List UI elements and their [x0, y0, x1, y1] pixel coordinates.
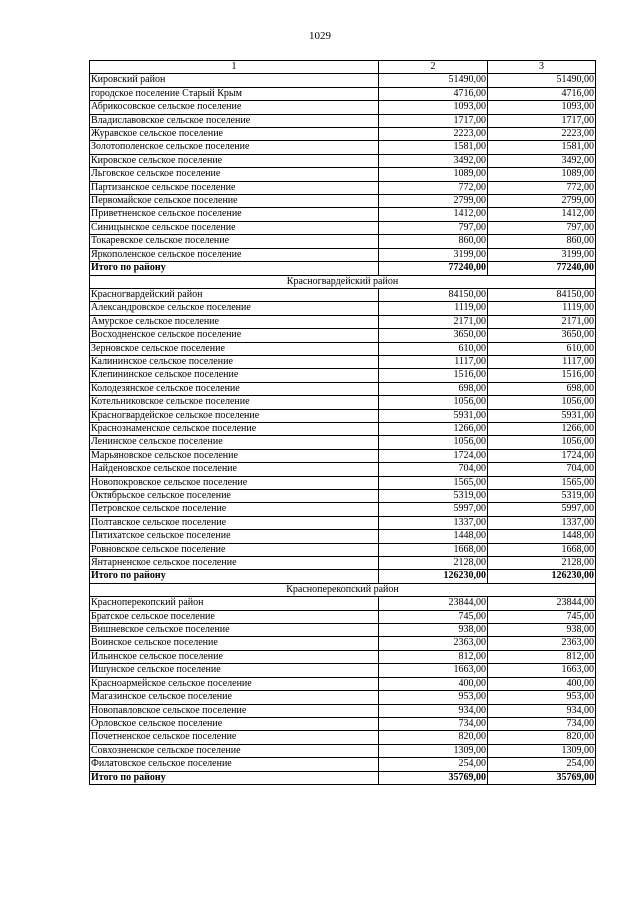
table-row [90, 449, 596, 462]
table-row [90, 717, 596, 730]
cell-name: Александровское сельское поселение [90, 302, 379, 315]
table-row [90, 248, 596, 261]
cell-col-3: 734,00 [488, 717, 596, 730]
cell-col-3: 400,00 [488, 677, 596, 690]
cell-col-3: 35769,00 [488, 771, 596, 784]
cell-name: Владиславовское сельское поселение [90, 114, 379, 127]
table-row [90, 476, 596, 489]
table-row [90, 221, 596, 234]
cell-col-3: 1581,00 [488, 141, 596, 154]
cell-name: Полтавское сельское поселение [90, 516, 379, 529]
cell-name: Красноперекопский район [90, 597, 379, 610]
cell-name: Льговское сельское поселение [90, 168, 379, 181]
cell-col-3: 77240,00 [488, 262, 596, 275]
table-row [90, 87, 596, 100]
cell-name: Новопавловское сельское поселение [90, 704, 379, 717]
cell-col-3: 5931,00 [488, 409, 596, 422]
cell-name: Филатовское сельское поселение [90, 758, 379, 771]
cell-col-3: 1412,00 [488, 208, 596, 221]
table-row [90, 704, 596, 717]
cell-name: Найденовское сельское поселение [90, 463, 379, 476]
cell-col-2: 1663,00 [379, 664, 488, 677]
cell-name: Итого по району [90, 570, 379, 583]
cell-col-2: 2223,00 [379, 128, 488, 141]
cell-col-3: 1663,00 [488, 664, 596, 677]
cell-col-2: 938,00 [379, 624, 488, 637]
cell-name: Восходненское сельское поселение [90, 329, 379, 342]
cell-col-2: 812,00 [379, 650, 488, 663]
cell-col-3: 4716,00 [488, 87, 596, 100]
cell-name: Токаревское сельское поселение [90, 235, 379, 248]
header-row [90, 61, 596, 74]
page-number: 1029 [309, 30, 331, 42]
cell-name: Братское сельское поселение [90, 610, 379, 623]
cell-col-2: 1412,00 [379, 208, 488, 221]
section-row [90, 583, 596, 596]
cell-name: Итого по району [90, 262, 379, 275]
cell-col-2: 934,00 [379, 704, 488, 717]
cell-col-2: 1448,00 [379, 530, 488, 543]
cell-name: Партизанское сельское поселение [90, 181, 379, 194]
table-row [90, 128, 596, 141]
cell-col-3: 3492,00 [488, 154, 596, 167]
cell-col-2: 1093,00 [379, 101, 488, 114]
cell-col-2: 610,00 [379, 342, 488, 355]
cell-name: Новопокровское сельское поселение [90, 476, 379, 489]
cell-name: Приветненское сельское поселение [90, 208, 379, 221]
cell-col-2: 820,00 [379, 731, 488, 744]
cell-col-3: 84150,00 [488, 288, 596, 301]
cell-col-2: 797,00 [379, 221, 488, 234]
cell-col-3: 1448,00 [488, 530, 596, 543]
budget-table [89, 60, 596, 785]
cell-col-3: 2128,00 [488, 557, 596, 570]
cell-col-2: 3492,00 [379, 154, 488, 167]
table-row [90, 503, 596, 516]
table-row [90, 637, 596, 650]
cell-col-3: 934,00 [488, 704, 596, 717]
cell-col-2: 5931,00 [379, 409, 488, 422]
cell-col-3: 51490,00 [488, 74, 596, 87]
cell-col-3: 3650,00 [488, 329, 596, 342]
cell-name: Кировский район [90, 74, 379, 87]
cell-col-2: 400,00 [379, 677, 488, 690]
cell-col-2: 3199,00 [379, 248, 488, 261]
cell-col-2: 1309,00 [379, 744, 488, 757]
table-row [90, 369, 596, 382]
table-row [90, 181, 596, 194]
total-row [90, 570, 596, 583]
table-row [90, 101, 596, 114]
cell-col-2: 704,00 [379, 463, 488, 476]
cell-col-2: 84150,00 [379, 288, 488, 301]
cell-name: Калининское сельское поселение [90, 355, 379, 368]
cell-col-2: 5997,00 [379, 503, 488, 516]
table-row [90, 114, 596, 127]
cell-col-2: 1565,00 [379, 476, 488, 489]
cell-col-3: 1093,00 [488, 101, 596, 114]
cell-name: Петровское сельское поселение [90, 503, 379, 516]
cell-col-3: 953,00 [488, 691, 596, 704]
table-row [90, 355, 596, 368]
cell-name: Ровновское сельское поселение [90, 543, 379, 556]
cell-name: Краснознаменское сельское поселение [90, 422, 379, 435]
cell-col-2: 2799,00 [379, 195, 488, 208]
cell-name: Янтарненское сельское поселение [90, 557, 379, 570]
cell-name: Вишневское сельское поселение [90, 624, 379, 637]
total-row [90, 262, 596, 275]
table-row [90, 731, 596, 744]
cell-col-3: 1724,00 [488, 449, 596, 462]
cell-col-3: 745,00 [488, 610, 596, 623]
table-row [90, 597, 596, 610]
cell-col-3: 1309,00 [488, 744, 596, 757]
table-row [90, 557, 596, 570]
cell-name: Почетненское сельское поселение [90, 731, 379, 744]
cell-col-3: 938,00 [488, 624, 596, 637]
cell-col-2: 1668,00 [379, 543, 488, 556]
table-row [90, 315, 596, 328]
cell-name: Марьяновское сельское поселение [90, 449, 379, 462]
cell-col-3: 812,00 [488, 650, 596, 663]
cell-col-3: 704,00 [488, 463, 596, 476]
cell-col-3: 1516,00 [488, 369, 596, 382]
cell-col-3: 3199,00 [488, 248, 596, 261]
cell-name: Кировское сельское поселение [90, 154, 379, 167]
cell-name: Золотополенское сельское поселение [90, 141, 379, 154]
cell-col-2: 1119,00 [379, 302, 488, 315]
table-row [90, 235, 596, 248]
cell-col-3: 2363,00 [488, 637, 596, 650]
cell-col-2: 23844,00 [379, 597, 488, 610]
table-row [90, 758, 596, 771]
cell-col-2: 734,00 [379, 717, 488, 730]
cell-name: Абрикосовское сельское поселение [90, 101, 379, 114]
cell-name: Котельниковское сельское поселение [90, 396, 379, 409]
cell-col-3: 797,00 [488, 221, 596, 234]
cell-col-3: 1668,00 [488, 543, 596, 556]
cell-col-2: 1724,00 [379, 449, 488, 462]
cell-col-2: 2128,00 [379, 557, 488, 570]
cell-col-2: 1089,00 [379, 168, 488, 181]
table-row [90, 691, 596, 704]
table-row [90, 288, 596, 301]
cell-col-3: 2171,00 [488, 315, 596, 328]
cell-col-2: 698,00 [379, 382, 488, 395]
cell-name: Орловское сельское поселение [90, 717, 379, 730]
section-title: Красногвардейский район [90, 275, 596, 288]
cell-col-2: 35769,00 [379, 771, 488, 784]
cell-col-2: 77240,00 [379, 262, 488, 275]
cell-col-2: 1717,00 [379, 114, 488, 127]
table-row [90, 74, 596, 87]
cell-col-2: 254,00 [379, 758, 488, 771]
table-row [90, 409, 596, 422]
cell-col-2: 2171,00 [379, 315, 488, 328]
table-row [90, 530, 596, 543]
cell-col-3: 5319,00 [488, 490, 596, 503]
table-row [90, 168, 596, 181]
cell-name: Пятихатское сельское поселение [90, 530, 379, 543]
table-row [90, 744, 596, 757]
cell-col-3: 1056,00 [488, 436, 596, 449]
cell-col-2: 126230,00 [379, 570, 488, 583]
table-row [90, 463, 596, 476]
cell-col-3: 1717,00 [488, 114, 596, 127]
cell-col-3: 1089,00 [488, 168, 596, 181]
cell-col-3: 2799,00 [488, 195, 596, 208]
cell-col-2: 953,00 [379, 691, 488, 704]
cell-col-2: 1056,00 [379, 396, 488, 409]
cell-name: Красноармейское сельское поселение [90, 677, 379, 690]
cell-col-2: 1056,00 [379, 436, 488, 449]
cell-name: Ишунское сельское поселение [90, 664, 379, 677]
table-row [90, 141, 596, 154]
cell-name: Магазинское сельское поселение [90, 691, 379, 704]
cell-col-3: 772,00 [488, 181, 596, 194]
cell-col-2: 3650,00 [379, 329, 488, 342]
cell-col-2: 5319,00 [379, 490, 488, 503]
cell-col-2: 2363,00 [379, 637, 488, 650]
cell-name: Красногвардейский район [90, 288, 379, 301]
cell-col-3: 1056,00 [488, 396, 596, 409]
table-row [90, 624, 596, 637]
cell-col-3: 698,00 [488, 382, 596, 395]
cell-col-3: 5997,00 [488, 503, 596, 516]
cell-col-2: 1516,00 [379, 369, 488, 382]
cell-col-2: 772,00 [379, 181, 488, 194]
header-col-1: 1 [90, 61, 379, 74]
table-row [90, 650, 596, 663]
cell-col-3: 254,00 [488, 758, 596, 771]
table-row [90, 543, 596, 556]
table-row [90, 329, 596, 342]
cell-col-2: 51490,00 [379, 74, 488, 87]
cell-name: Совхозненское сельское поселение [90, 744, 379, 757]
cell-col-3: 860,00 [488, 235, 596, 248]
cell-col-3: 610,00 [488, 342, 596, 355]
table-row [90, 422, 596, 435]
table-row [90, 610, 596, 623]
cell-col-2: 1266,00 [379, 422, 488, 435]
cell-name: Зерновское сельское поселение [90, 342, 379, 355]
table-row [90, 490, 596, 503]
table-row [90, 208, 596, 221]
table-row [90, 396, 596, 409]
cell-col-3: 23844,00 [488, 597, 596, 610]
cell-col-3: 126230,00 [488, 570, 596, 583]
cell-col-3: 1266,00 [488, 422, 596, 435]
section-row [90, 275, 596, 288]
table-row [90, 677, 596, 690]
cell-col-3: 2223,00 [488, 128, 596, 141]
cell-name: Красногвардейское сельское поселение [90, 409, 379, 422]
cell-col-2: 1337,00 [379, 516, 488, 529]
cell-col-3: 1565,00 [488, 476, 596, 489]
cell-name: Итого по району [90, 771, 379, 784]
table-row [90, 195, 596, 208]
cell-col-2: 1117,00 [379, 355, 488, 368]
cell-col-2: 745,00 [379, 610, 488, 623]
table-row [90, 154, 596, 167]
table-row [90, 342, 596, 355]
cell-name: Ленинское сельское поселение [90, 436, 379, 449]
cell-col-3: 1117,00 [488, 355, 596, 368]
table-row [90, 664, 596, 677]
cell-col-2: 1581,00 [379, 141, 488, 154]
cell-name: Воинское сельское поселение [90, 637, 379, 650]
cell-col-3: 1119,00 [488, 302, 596, 315]
cell-name: Первомайское сельское поселение [90, 195, 379, 208]
cell-name: Колодезянское сельское поселение [90, 382, 379, 395]
cell-name: Амурское сельское поселение [90, 315, 379, 328]
cell-name: Синицынское сельское поселение [90, 221, 379, 234]
cell-name: Яркополенское сельское поселение [90, 248, 379, 261]
cell-col-2: 4716,00 [379, 87, 488, 100]
table-row [90, 302, 596, 315]
cell-col-2: 860,00 [379, 235, 488, 248]
cell-name: городское поселение Старый Крым [90, 87, 379, 100]
table-row [90, 382, 596, 395]
cell-name: Ильинское сельское поселение [90, 650, 379, 663]
cell-name: Журавское сельское поселение [90, 128, 379, 141]
cell-name: Клепининское сельское поселение [90, 369, 379, 382]
cell-col-3: 1337,00 [488, 516, 596, 529]
table-row [90, 436, 596, 449]
section-title: Красноперекопский район [90, 583, 596, 596]
header-col-3: 3 [488, 61, 596, 74]
cell-name: Октябрьское сельское поселение [90, 490, 379, 503]
total-row [90, 771, 596, 784]
table-row [90, 516, 596, 529]
header-col-2: 2 [379, 61, 488, 74]
cell-col-3: 820,00 [488, 731, 596, 744]
